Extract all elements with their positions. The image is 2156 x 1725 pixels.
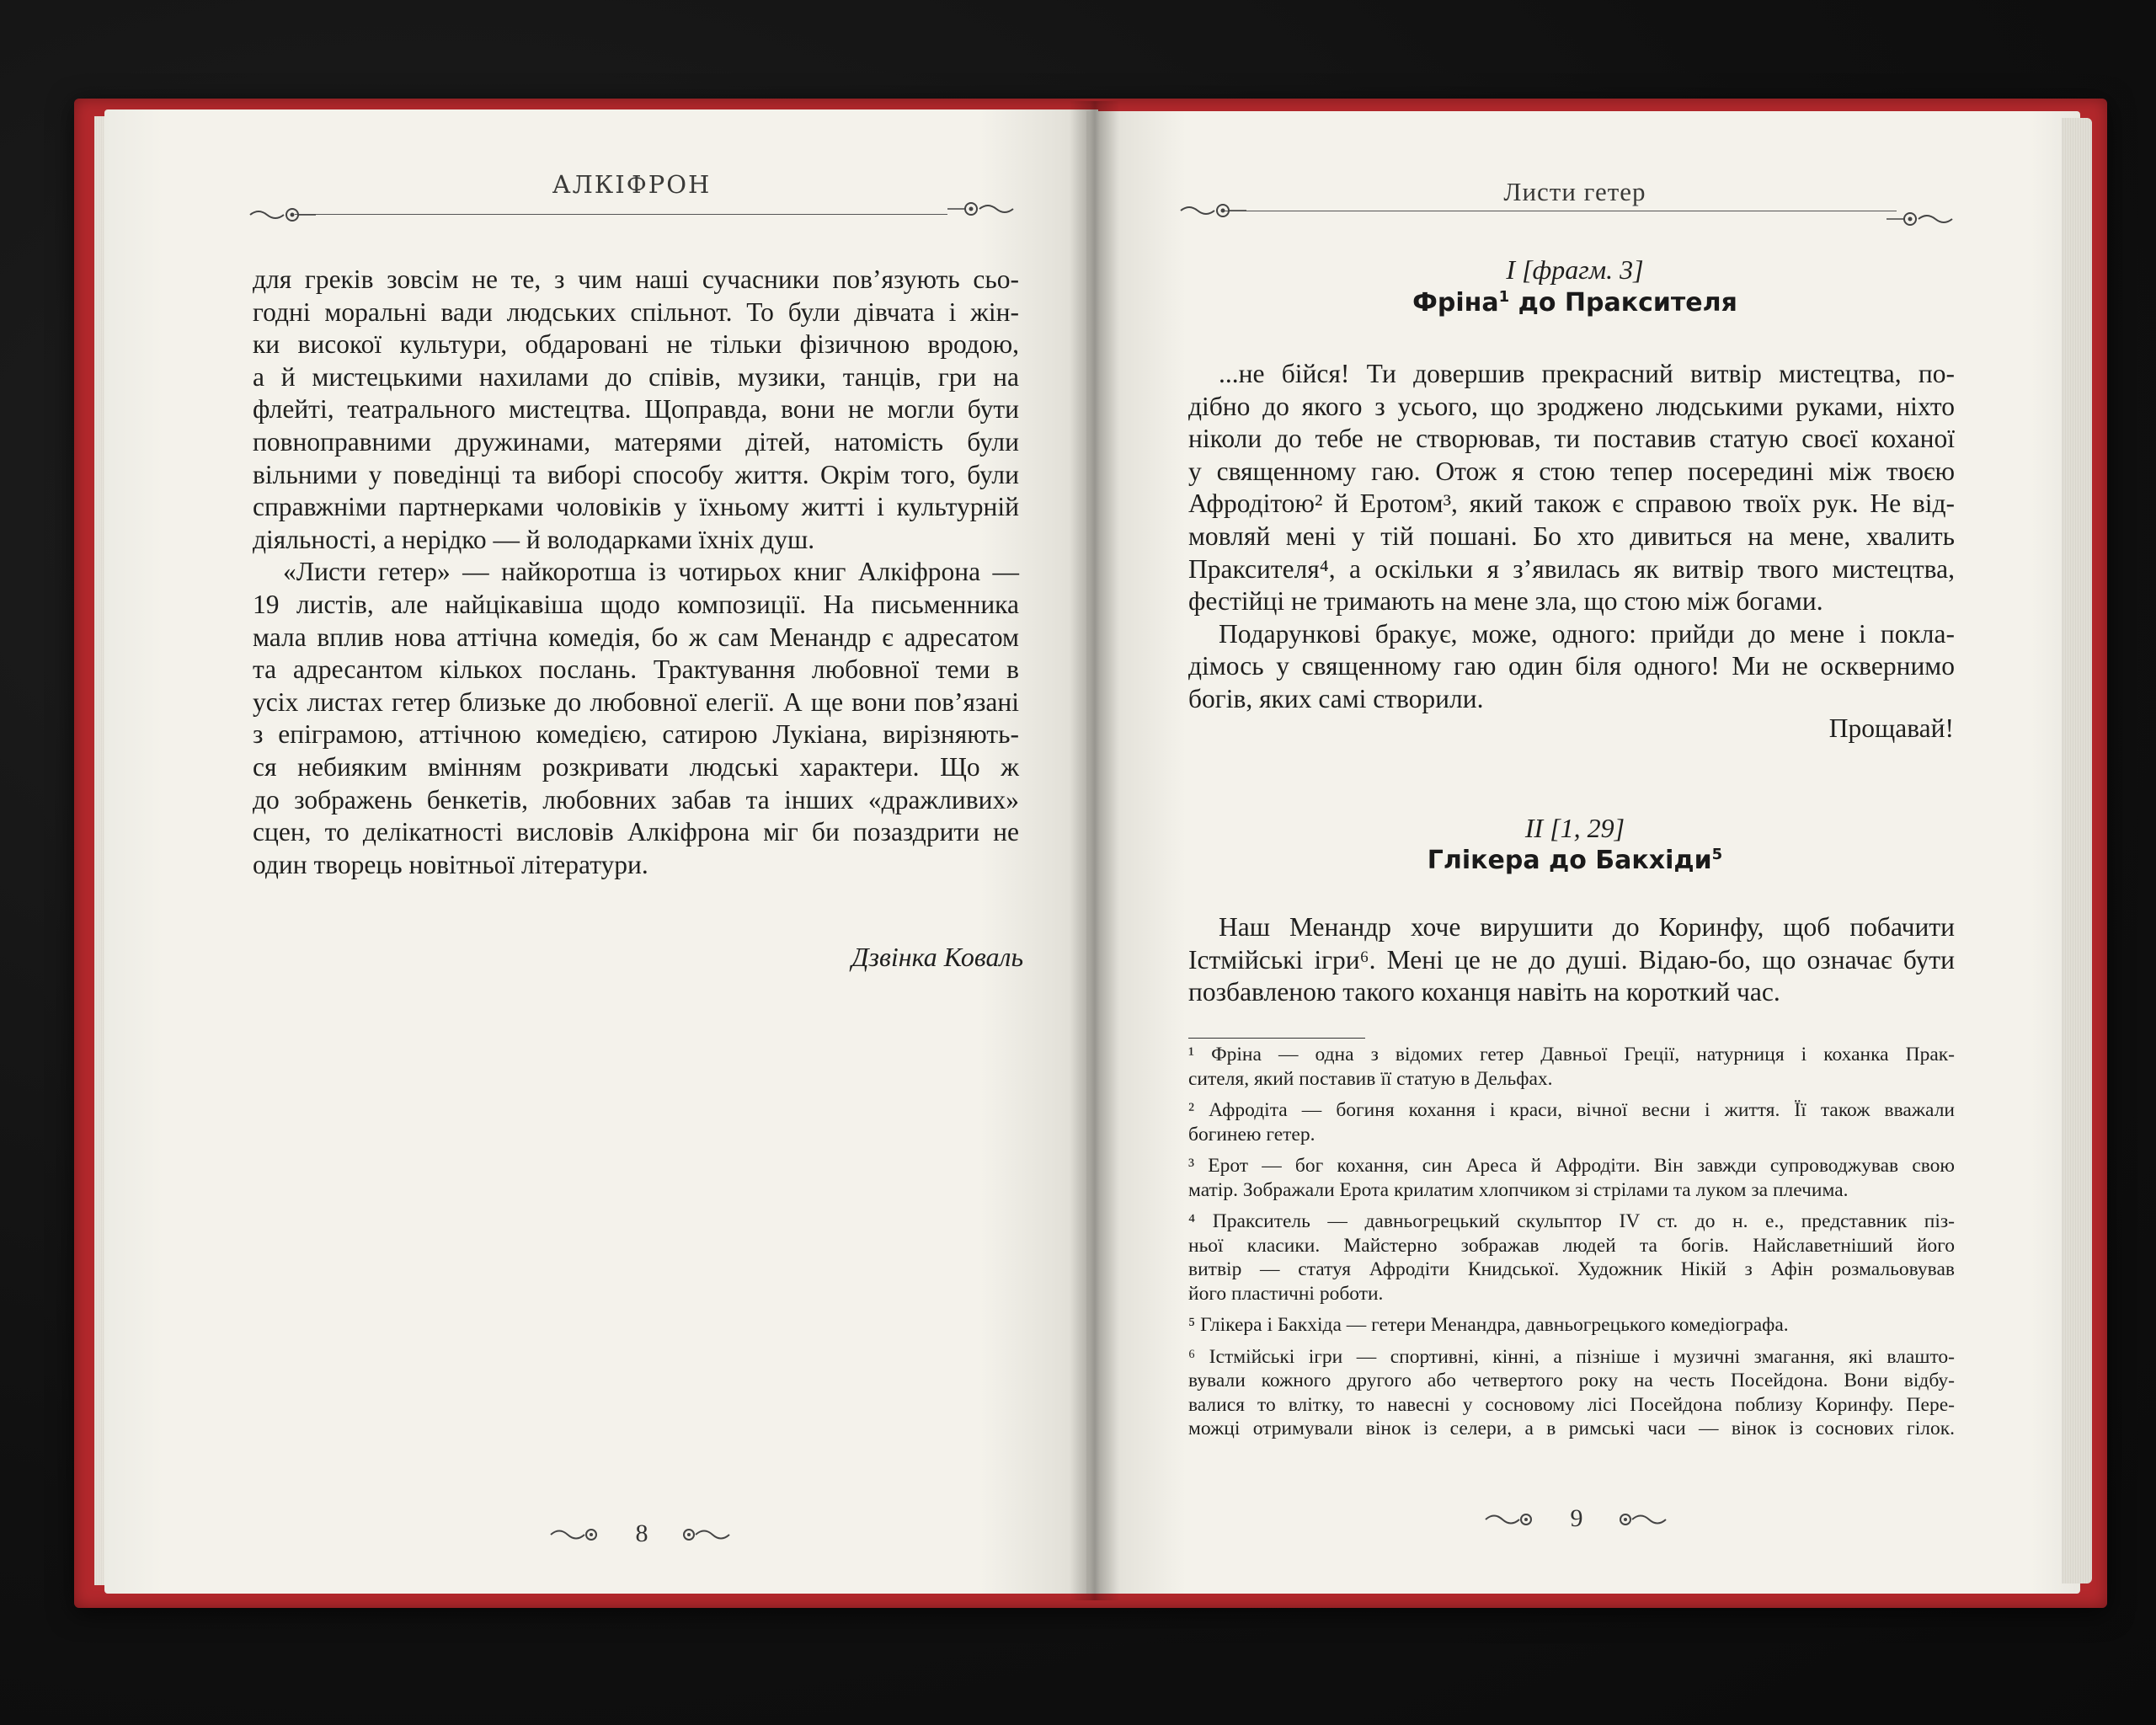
footnote — [1188, 1345, 1955, 1441]
text-line: ки високої культури, обдаровані не тільки фізичною вродою, — [253, 329, 1019, 360]
footnote — [1188, 1210, 1955, 1306]
left-body-text — [253, 264, 1019, 881]
paragraph — [1188, 911, 1955, 1009]
footnote — [1188, 1313, 1955, 1338]
footnote-line: ³ Ерот — бог кохання, син Ареса й Афродіти. Він завжди супроводжував свою — [1188, 1155, 1955, 1177]
letter-title-name: Глікера до Бакхіди — [1427, 846, 1712, 875]
footnote-line: валися то влітку, то навесні у сосновому лісі Посейдона поблизу Коринфу. Пере- — [1188, 1393, 1955, 1416]
footnote-line: ⁴ Пракситель — давньогрецький скульптор IV ст. до н. е., представник піз- — [1188, 1210, 1955, 1232]
scroll-ornament-icon — [1179, 200, 1246, 221]
footnote-line: богинею гетер. — [1188, 1123, 1315, 1146]
letter-title-name: Фріна — [1412, 288, 1499, 318]
text-line: Істмійські ігри⁶. Мені це не до душі. Відаю-бо, що означає бути — [1188, 944, 1955, 975]
text-line: ніколи до тебе не створював, ти поставив статую своєї коханої — [1188, 424, 1955, 454]
footnote-line: вували кожного другого або четвертого року на честь Посейдона. Вони відбу- — [1188, 1370, 1955, 1391]
letter-2-text — [1188, 911, 1955, 1009]
scroll-ornament-icon — [248, 205, 316, 225]
text-line: ся небияким вмінням розкривати людські характери. Що ж — [253, 751, 1019, 782]
text-line: сцен, то делікатності висловів Алкіфрона міг би позаздрити не — [253, 817, 1019, 847]
text-line: до зображень бенкетів, любовних забав та інших «дражливих» — [253, 784, 1019, 814]
paragraph-letters — [253, 556, 1019, 881]
text-line: Наш Менандр хоче вирушити до Коринфу, щоб побачити — [1219, 912, 1955, 942]
footnote-line: матір. Зображали Ерота крилатим хлопчиком зі стрілами та луком за плечима. — [1188, 1178, 1849, 1201]
text-line: дімось у священному гаю один біля одного! Ми не осквернимо — [1188, 651, 1955, 681]
author-signature: Дзвінка Коваль — [851, 942, 1023, 972]
text-line: у священному гаю. Отож я стою тепер посередині між твоєю — [1188, 456, 1955, 486]
footnote-line: його пластичні роботи. — [1188, 1282, 1384, 1305]
footnote-line: ньої класики. Майстерно зображав людей та богів. Найславетніший його — [1188, 1234, 1955, 1257]
footnote — [1188, 1098, 1955, 1146]
text-line: діяльності, а нерідко — й володарками їхніх душ. — [253, 524, 815, 554]
text-line: з епіграмою, аттічною комедією, сатирою Лукіана, вирізняють- — [253, 719, 1019, 750]
letter-number: II [1, 29] — [1524, 813, 1625, 843]
text-line: Афродітою² й Еротом³, який також є справою твоїх рук. Не від- — [1188, 489, 1955, 519]
scroll-ornament-icon — [1886, 209, 1954, 229]
footnote-line: можці отримували вінок із селери, а в римські часи — вінок із соснових гілок. — [1188, 1418, 1955, 1439]
left-header-rule — [295, 214, 947, 215]
scroll-ornament-icon — [549, 1525, 601, 1545]
footnote-ref: 1 — [1498, 288, 1510, 306]
farewell-text: Прощавай! — [1828, 713, 1954, 743]
footnotes — [1188, 1043, 1955, 1449]
text-line: фестійці не тримають на мене зла, що стою між богами. — [1188, 586, 1823, 617]
letter-1-text — [1188, 358, 1955, 716]
paragraph-intro — [253, 264, 1019, 556]
book-gutter — [1070, 101, 1120, 1600]
text-line: позбавленою такого коханця навіть на короткий час. — [1188, 977, 1780, 1007]
text-line: «Листи гетер» — найкоротша із чотирьох книг Алкіфрона — — [283, 557, 1019, 587]
letter-number: I [фрагм. 3] — [1506, 254, 1644, 285]
footnote-line: ¹ Фріна — одна з відомих гетер Давньої Греції, натурниця і коханка Прак- — [1188, 1044, 1955, 1065]
scroll-ornament-icon — [947, 199, 1015, 219]
text-line: а й мистецькими нахилами до співів, музики, танців, гри на — [253, 361, 1019, 392]
right-page-number: 9 — [1570, 1504, 1583, 1532]
scroll-ornament-icon — [1484, 1509, 1536, 1530]
footnote-line: витвір — статуя Афродіти Книдської. Художник Нікій з Афін розмальовував — [1188, 1258, 1955, 1280]
text-line: для греків зовсім не те, з чим наші сучасники пов’язують сьо- — [253, 264, 1019, 294]
footnote — [1188, 1043, 1955, 1091]
footnote-ref: 5 — [1711, 846, 1723, 863]
text-line: флейті, театрального мистецтва. Щоправда, вони не могли бути — [253, 394, 1019, 425]
page-block-right — [2062, 118, 2092, 1583]
footnote-line: ² Афродіта — богиня кохання і краси, вічної весни і життя. Її також вважали — [1188, 1099, 1955, 1121]
text-line: вільними у поведінці та виборі способу життя. Окрім того, були — [253, 459, 1019, 489]
letter-title — [1238, 846, 1912, 875]
footnote-line: ⁶ Істмійські ігри — спортивні, кінні, а пізніше і музичні змагання, які влашто- — [1188, 1345, 1955, 1368]
footnote-line: ⁵ Глікера і Бакхіда — гетери Менандра, давньогрецького комедіографа. — [1188, 1314, 1789, 1336]
right-running-head: Листи гетер — [1503, 177, 1646, 206]
text-line: Подарункові бракує, може, одного: прийди до мене і покла- — [1219, 618, 1955, 649]
paragraph — [1188, 358, 1955, 618]
text-line: ...не бійся! Ти довершив прекрасний витвір мистецтва, по- — [1219, 359, 1955, 388]
paragraph — [1188, 618, 1955, 716]
letter-title — [1238, 288, 1912, 318]
scroll-ornament-icon — [1615, 1509, 1668, 1530]
text-line: дібно до якого з усього, що зроджено людськими руками, ніхто — [1188, 391, 1955, 421]
footnote-line: сителя, який поставив її статую в Дельфах. — [1188, 1067, 1553, 1090]
footnote — [1188, 1154, 1955, 1202]
text-line: 19 листів, але найцікавіша щодо композиції. На письменника — [253, 589, 1019, 619]
left-running-head: АЛКІФРОН — [552, 170, 712, 199]
letter-title-rest: до Праксителя — [1509, 288, 1737, 318]
text-line: та адресантом кількох послань. Трактування любовної теми в — [253, 654, 1019, 685]
text-line: богів, яких самі створили. — [1188, 683, 1484, 713]
footnote-rule — [1188, 1038, 1365, 1039]
text-line: мала вплив нова аттічна комедія, бо ж сам Менандр є адресатом — [253, 622, 1019, 652]
text-line: повноправними дружинами, матерями дітей, натомість були — [253, 426, 1019, 457]
text-line: Праксителя⁴, а оскільки я з’явилась як витвір твого мистецтва, — [1188, 553, 1955, 584]
scroll-ornament-icon — [679, 1525, 731, 1545]
text-line: усіх листах гетер близьке до любовної елегії. А ще вони пов’язані — [253, 686, 1019, 717]
text-line: годні моральні вади людських спільнот. То були дівчата і жін- — [253, 296, 1019, 327]
left-page-number: 8 — [635, 1519, 648, 1547]
text-line: один творець новітньої літератури. — [253, 849, 648, 879]
text-line: справжніми партнерками чоловіків у їхньому житті і культурній — [253, 492, 1019, 522]
text-line: мовляй мені у тій пошані. Бо хто дивиться на мене, хвалить — [1188, 521, 1955, 551]
